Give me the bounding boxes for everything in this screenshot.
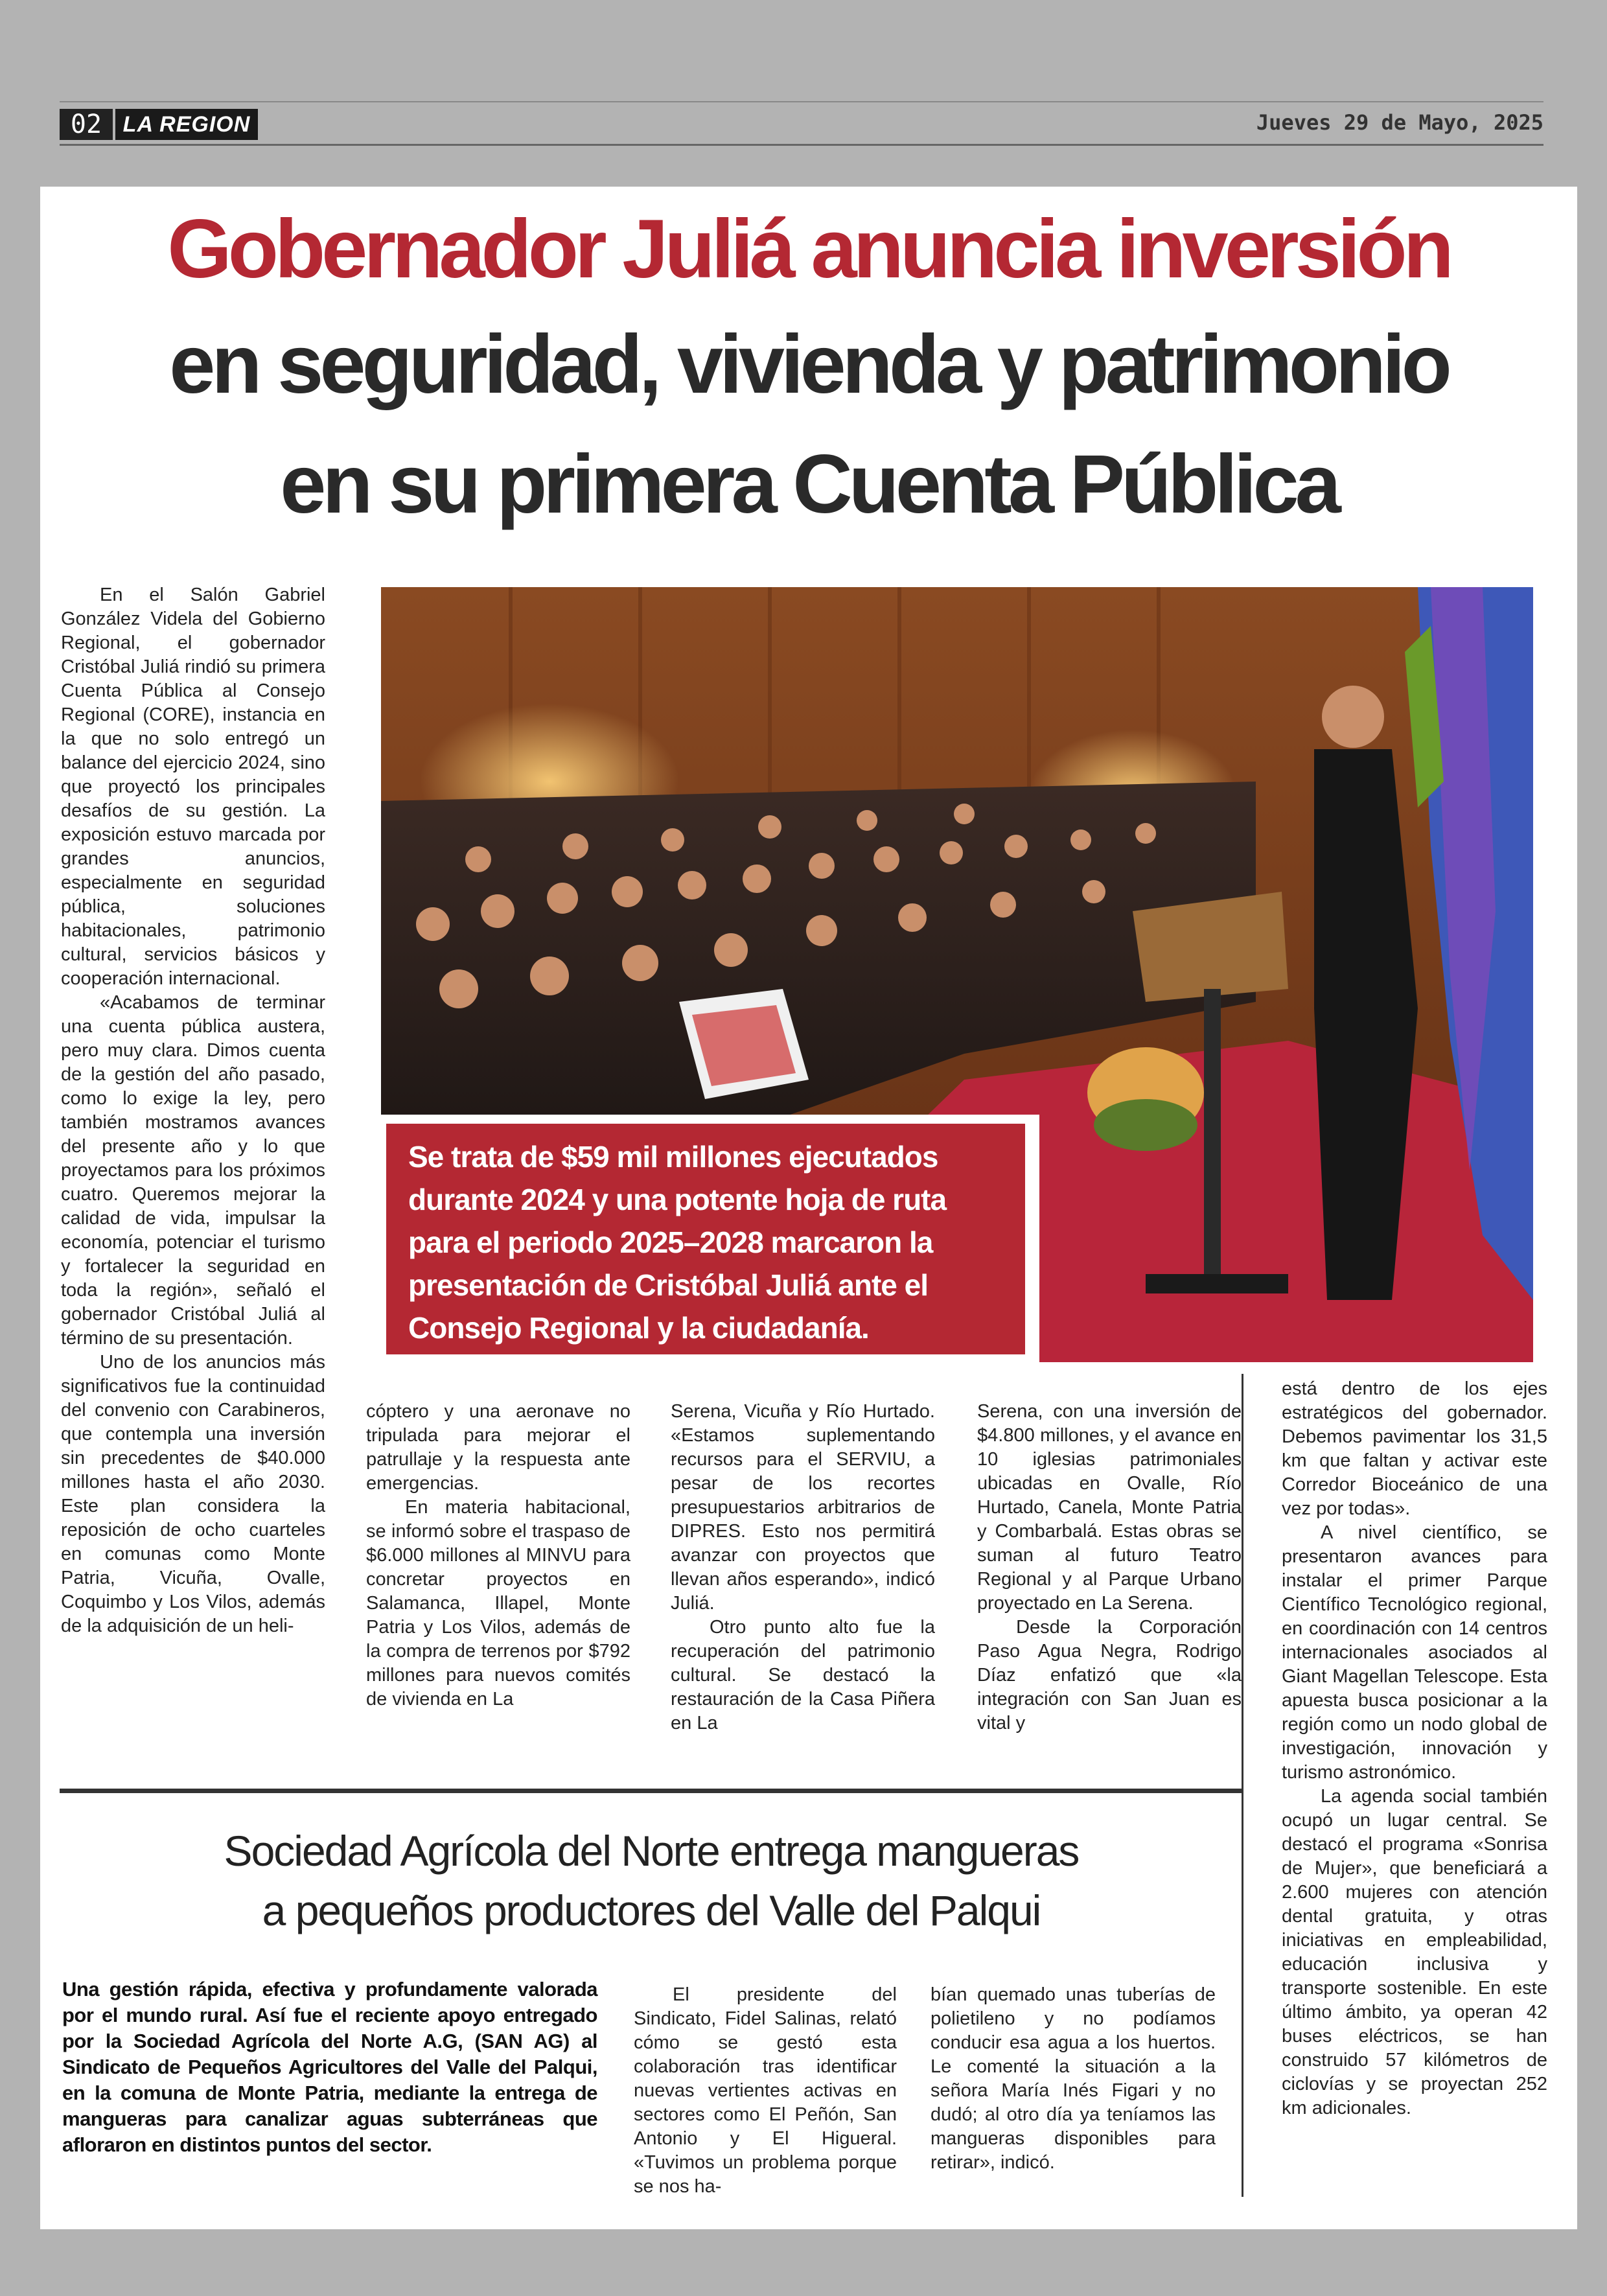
- newspaper-brand: LA REGION: [115, 109, 258, 140]
- article-paragraph: Serena, Vicuña y Río Hurtado. «Estamos suplementando recursos para el SERVIU, a pesar de los recortes presupuestarios arbitrarios de DIPRES. Esto nos permitirá avanzar con proyectos que llevan años esperando», indicó Juliá.: [671, 1401, 935, 1614]
- column-divider: [1242, 1374, 1243, 2197]
- article-paragraph: está dentro de los ejes estratégicos del gobernador. Debemos pavimentar los 31,5 km que faltan y activar este Corredor Bioceánico de una vez por todas».: [1282, 1378, 1547, 1519]
- article-paragraph: En el Salón Gabriel González Videla del Gobierno Regional, el gobernador Cristóbal Juliá rindió su primera Cuenta Pública al Consejo Regional (CORE), instancia en la que no solo entregó un balance del ejercicio 2024, sino que proyectó los principales desafíos de su gestión. La exposición estuvo marcada por grandes anuncios, especialmente en seguridad pública, soluciones habitacionales, patrimonio cultural, servicios básicos y cooperación internacional.: [61, 585, 325, 989]
- callout-text: Se trata de $59 mil millones ejecutados durante 2024 y una potente hoja de ruta para el periodo 2025–2028 marcaron la presentación de Cristóbal Juliá ante el Consejo Regional y la ciudadanía.: [386, 1124, 1025, 1354]
- article-paragraph: Uno de los anuncios más significativos fue la continuidad del convenio con Carabineros, que contempla una inversión sin precedentes de $40.000 millones hasta el año 2030. Este plan considera la reposición de ocho cuarteles en comunas como Monte Patria, Vicuña, Ovalle, Coquimbo y Los Vilos, además de la adquisición de un heli-: [61, 1352, 325, 1636]
- second-title-line-2: a pequeños productores del Valle del Palqui: [262, 1886, 1041, 1934]
- article-paragraph: Otro punto alto fue la recuperación del patrimonio cultural. Se destacó la restauración de la Casa Piñera en La: [671, 1617, 935, 1734]
- second-article-title: [60, 1821, 1243, 1940]
- article-paragraph: bían quemado unas tuberías de polietileno y no podíamos conducir esa agua a los huertos. Le comenté la situación a la señora María Inés Figari y no dudó; al otro día ya teníamos las mangueras disponibles para retirar», indicó.: [931, 1984, 1216, 2173]
- headline-line-2: en seguridad, vivienda y patrimonio: [169, 318, 1448, 411]
- article-paragraph: cóptero y una aeronave no tripulada para mejorar el patrullaje y la respuesta ante emergencias.: [366, 1401, 630, 1494]
- article-paragraph: El presidente del Sindicato, Fidel Salinas, relató cómo se gestó esta colaboración tras identificar nuevas vertientes activas en sectores como El Peñón, San Antonio y El Higueral. «Tuvimos un problema porque se nos ha-: [634, 1984, 897, 2197]
- section-divider: [60, 1789, 1243, 1793]
- article-paragraph: Desde la Corporación Paso Agua Negra, Rodrigo Díaz enfatizó que «la integración con San Juan es vital y: [977, 1617, 1242, 1734]
- main-headline: [40, 194, 1577, 544]
- article-column-4: [977, 1400, 1242, 1735]
- header-bottom-rule: [60, 144, 1543, 146]
- headline-line-1: Gobernador Juliá anuncia inversión: [167, 203, 1450, 296]
- second-article-lead: Una gestión rápida, efectiva y profundamente valorada por el mundo rural. Así fue el reciente apoyo entregado por la Sociedad Agrícola del Norte A.G, (SAN AG) al Sindicato de Pequeños Agricultores del Valle del Palqui, en la comuna de Monte Patria, mediante la entrega de mangueras para canalizar aguas subterráneas que afloraron en distintos puntos del sector.: [62, 1978, 597, 2156]
- article-paragraph: «Acabamos de terminar una cuenta pública austera, pero muy clara. Dimos cuenta de la gestión del año pasado, como lo exige la ley, pero también mostramos avances del presente año y lo que proyectamos para los próximos cuatro. Queremos mejorar la calidad de vida, impulsar la economía, potenciar el turismo y fortalecer la seguridad en toda la región», señaló el gobernador Cristóbal Juliá al término de su presentación.: [61, 992, 325, 1349]
- article-paragraph: Serena, con una inversión de $4.800 millones, y el avance en 10 iglesias patrimoniales ubicadas en Ovalle, Río Hurtado, Canela, Monte Patria y Combarbalá. Estas obras se suman al futuro Teatro Regional y al Parque Urbano proyectado en La Serena.: [977, 1401, 1242, 1614]
- article-column-1: [61, 583, 325, 1638]
- second-article-column-2: [634, 1983, 897, 2199]
- page-number: 02: [60, 109, 113, 140]
- article-paragraph: A nivel científico, se presentaron avances para instalar el primer Parque Científico Tecnológico regional, en coordinación con 14 centros internacionales asociados al Giant Magellan Telescope. Esta apuesta busca posicionar a la región como un nodo global de investigación, innovación y turismo astronómico.: [1282, 1522, 1547, 1783]
- callout-box: [375, 1115, 1039, 1366]
- header-top-rule: [60, 101, 1543, 102]
- headline-line-3: en su primera Cuenta Pública: [280, 438, 1337, 531]
- article-paragraph: La agenda social también ocupó un lugar central. Se destacó el programa «Sonrisa de Mujer», que beneficiará a 2.600 mujeres con atención dental gratuita, y otras iniciativas en empleabilidad, educación inclusiva y transporte sostenible. En este último ámbito, ya operan 42 buses eléctricos, se han construido 57 kilómetros de ciclovías y se proyectan 252 km adicionales.: [1282, 1786, 1547, 2118]
- article-paragraph: En materia habitacional, se informó sobre el traspaso de $6.000 millones al MINVU para concretar proyectos en Salamanca, Illapel, Monte Patria y Los Vilos, además de la compra de terrenos por $792 millones para nuevos comités de vivienda en La: [366, 1497, 630, 1710]
- article-column-5: [1282, 1377, 1547, 2120]
- article-column-2: [366, 1400, 630, 1711]
- article-column-3: [671, 1400, 935, 1735]
- second-article-column-3: [931, 1983, 1216, 2175]
- second-title-line-1: Sociedad Agrícola del Norte entrega mangueras: [224, 1827, 1079, 1875]
- issue-date: Jueves 29 de Mayo, 2025: [1256, 110, 1543, 135]
